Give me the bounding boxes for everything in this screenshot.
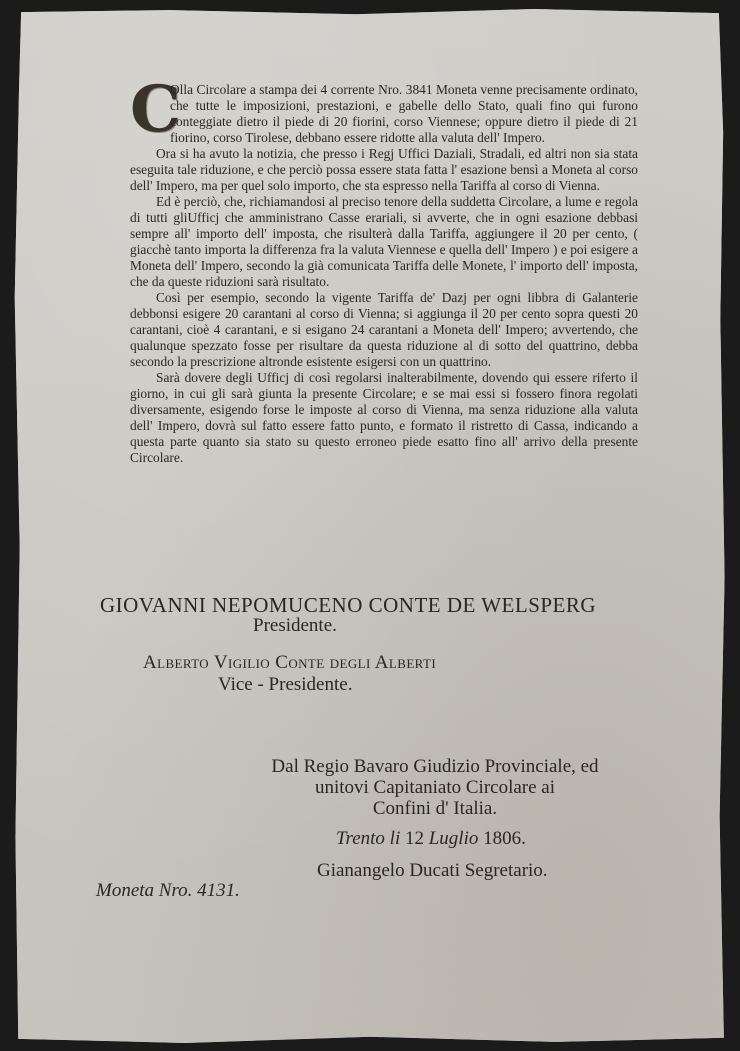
vice-president-name: Alberto Vigilio Conte degli Alberti — [143, 652, 437, 673]
president-title: Presidente. — [253, 615, 337, 636]
date-year: 1806. — [483, 828, 526, 849]
reference-number: Moneta Nro. 4131. — [96, 880, 240, 901]
paragraph-3: Ed è perciò, che, richiamandosi al preciso tenore della suddetta Circolare, a lume e regola di tutti gliUfficj che amministrano Casse erariali, si avverte, che in ogni esazione debbasi sempre all' importo dell' imposta, che risulterà dalla Tariffa, aggiungere il 20 per cento, ( giacchè tanto importa la differenza fra la valuta Viennese e quella dell' Impero ) e poi esigere a Moneta dell' Impero, secondo la già comunicata Tariffa delle Monete, l' importo dell' imposta, che da queste riduzioni sarà risultato. — [130, 194, 638, 289]
circular-body — [130, 72, 638, 466]
court-line-3: Confini d' Italia. — [372, 798, 498, 819]
paragraph-1: Olla Circolare a stampa dei 4 corrente Nro. 3841 Moneta venne precisamente ordinato, che tutte le imposizioni, prestazioni, e gabelle dello Stato, quali fino qui furono conteggiate dietro il piede di 20 fiorini, corso Viennese; oppure dietro il piede di 21 fiorino, corso Tirolese, debbano essere ridotte alla valuta dell' Impero. — [170, 82, 638, 145]
decorative-initial: C — [130, 72, 181, 147]
paragraph-5: Sarà dovere degli Ufficj di così regolarsi inalterabilmente, dovendo qui essere riferto il giorno, in cui gli sarà giunta la presente Circolare; e se mai essi si fossero finora regolati diversamente, esigendo forse le imposte al corso di Vienna, ma senza riduzione alla valuta dell' Impero, dovrà sul fatto essere fatto punto, e formato il ristretto di Cassa, indicando a questa parte quanto sia stato su questo erroneo piede esatto fino all' arrivo della presente Circolare. — [130, 370, 638, 465]
president-name: GIOVANNI NEPOMUCENO CONTE DE WELSPERG — [100, 593, 597, 617]
court-line-1: Dal Regio Bavaro Giudizio Provinciale, ed — [271, 756, 599, 777]
date-day: 12 — [404, 828, 424, 849]
secretary-signature: Gianangelo Ducati Segretario. — [317, 860, 548, 881]
date-place: Trento li — [336, 828, 401, 849]
date-line — [336, 828, 526, 850]
vice-president-title: Vice - Presidente. — [218, 674, 353, 695]
court-line-2: unitovi Capitaniato Circolare ai — [314, 777, 556, 798]
paragraph-4: Così per esempio, secondo la vigente Tariffa de' Dazj per ogni libbra di Galanterie debbonsi esigere 20 carantani al corso di Vienna; si aggiunga il 20 per cento sopra questi 20 carantani, cioè 4 carantani, e si esigano 24 carantani a Moneta dell' Impero; avvertendo, che qualunque spezzato fosse per risultare da questa riduzione al di sotto del quattrino, debba secondo la prescrizione altronde esistente esigersi con un quattrino. — [130, 290, 638, 369]
paragraph-2: Ora si ha avuto la notizia, che presso i Regj Uffici Daziali, Stradali, ed altri non sia stata eseguita tale riduzione, e che perciò possa essere stata fatta l' esazione bensì a Moneta al corso dell' Impero, ma per quel solo importo, che sta espresso nella Tariffa al corso di Vienna. — [130, 146, 638, 193]
issuing-court — [230, 756, 640, 819]
date-month: Luglio — [428, 828, 479, 849]
